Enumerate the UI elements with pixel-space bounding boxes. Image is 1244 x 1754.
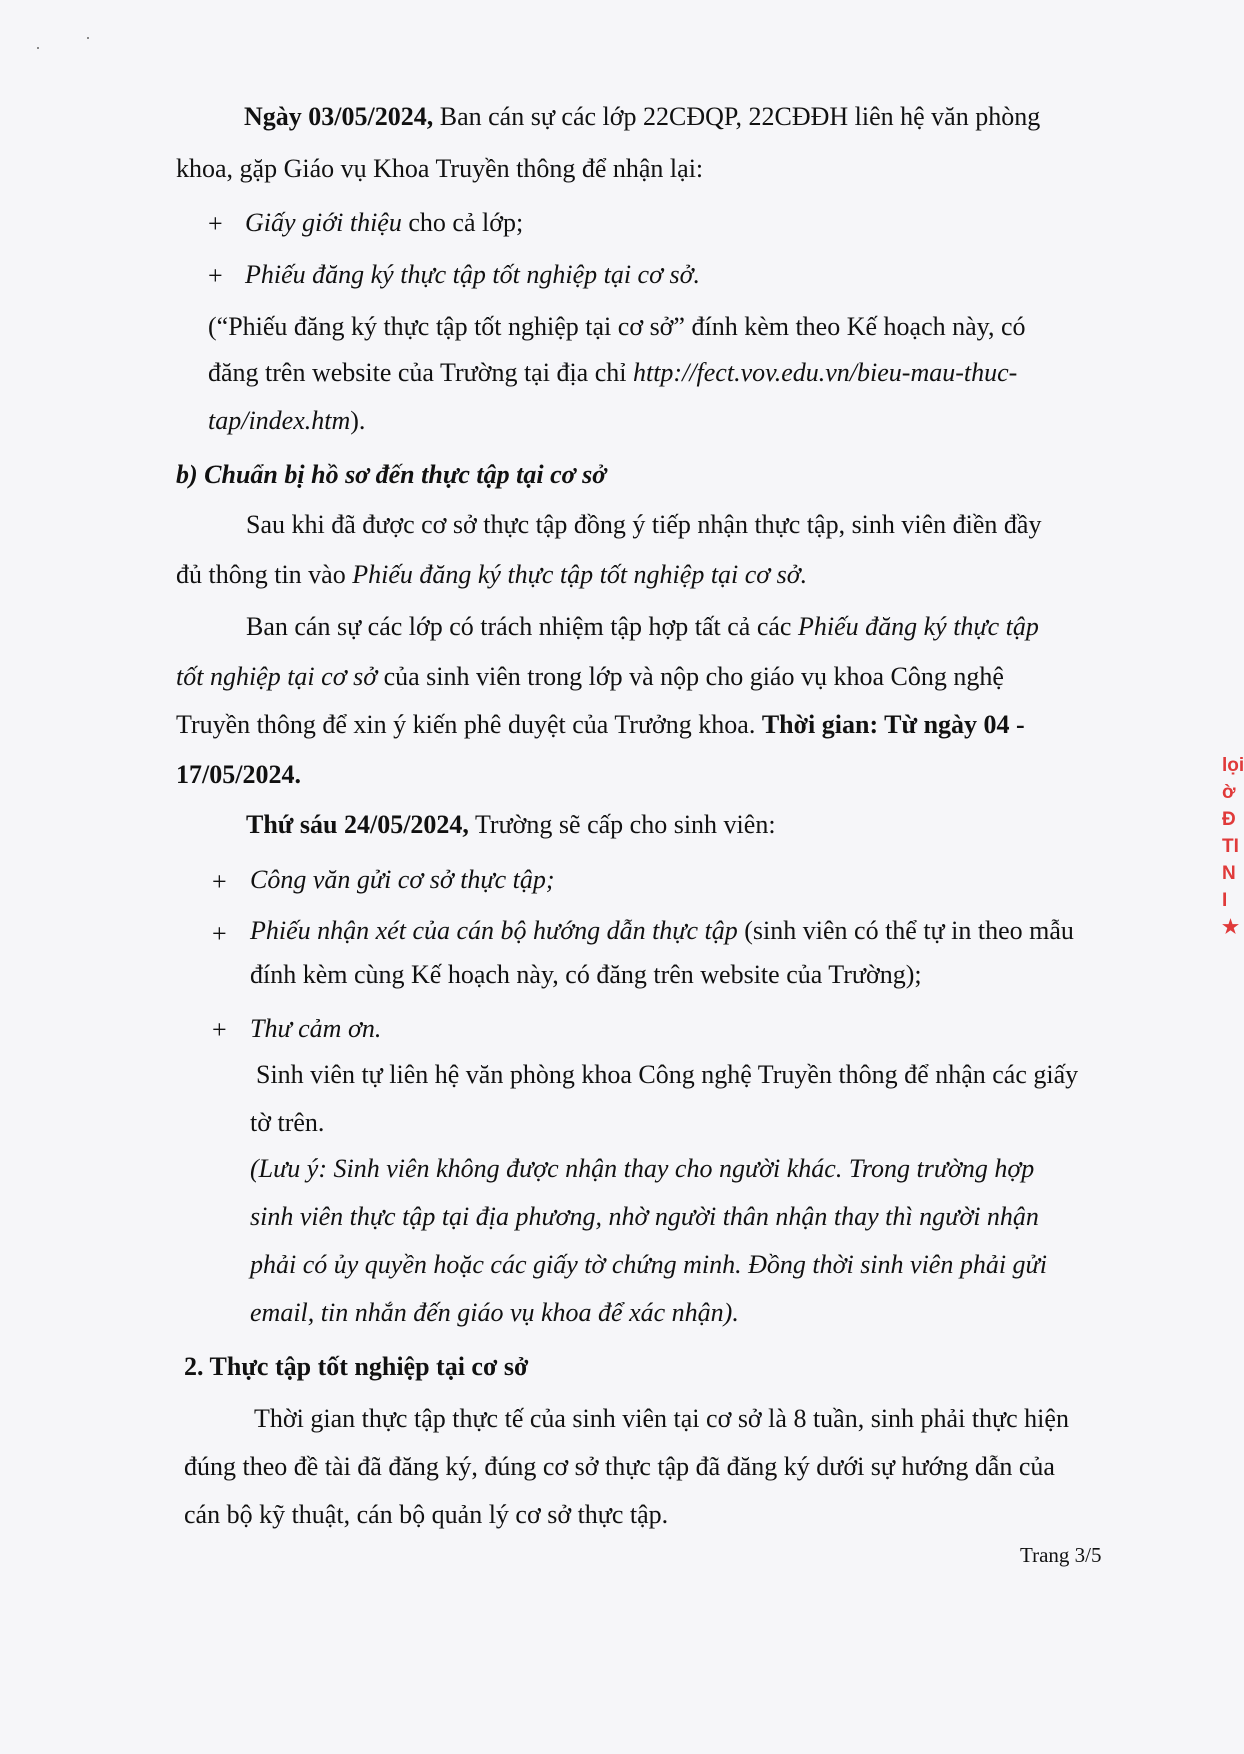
- section-b-p2-line1: Ban cán sự các lớp có trách nhiệm tập hợp tất cả các Phiếu đăng ký thực tập: [246, 612, 1039, 641]
- date-bold: Ngày 03/05/2024,: [244, 102, 434, 131]
- bullet-marker: +: [212, 867, 227, 896]
- scan-speck: [87, 37, 89, 39]
- stamp-text: lọi: [1222, 755, 1244, 776]
- note1-line1: (“Phiếu đăng ký thực tập tốt nghiệp tại cơ sở” đính kèm theo Kế hoạch này, có: [208, 312, 1026, 341]
- section-b-p1-line2: đủ thông tin vào Phiếu đăng ký thực tập tốt nghiệp tại cơ sở.: [176, 560, 808, 589]
- list2-item: Công văn gửi cơ sở thực tập;: [250, 865, 555, 894]
- section-b-p1-line1: Sau khi đã được cơ sở thực tập đồng ý tiếp nhận thực tập, sinh viên điền đầy: [246, 510, 1042, 539]
- stamp-text: I: [1222, 890, 1228, 911]
- bullet-marker: +: [208, 209, 223, 238]
- scan-speck: [37, 47, 39, 49]
- bullet-marker: +: [208, 261, 223, 290]
- section2-line1: Thời gian thực tập thực tế của sinh viên tại cơ sở là 8 tuần, sinh phải thực hiện: [254, 1404, 1069, 1433]
- stamp-text: N: [1222, 863, 1236, 884]
- list2-item-cont: đính kèm cùng Kế hoạch này, có đăng trên website của Trường);: [250, 960, 922, 989]
- note1-line3: tap/index.htm).: [208, 406, 366, 435]
- para1-line1: Ngày 03/05/2024, Ban cán sự các lớp 22CĐQP, 22CĐĐH liên hệ văn phòng: [244, 102, 1041, 131]
- url-link[interactable]: tap/index.htm: [208, 406, 351, 435]
- pickup-line2: tờ trên.: [250, 1108, 325, 1137]
- section-b-p2-line4: 17/05/2024.: [176, 760, 301, 789]
- section-b-p2-line2: tốt nghiệp tại cơ sở của sinh viên trong lớp và nộp cho giáo vụ khoa Công nghệ: [176, 662, 1004, 691]
- friday-line: Thứ sáu 24/05/2024, Trường sẽ cấp cho sinh viên:: [246, 810, 776, 839]
- stamp-text: Đ: [1222, 809, 1236, 830]
- section-b-heading: b) Chuẩn bị hồ sơ đến thực tập tại cơ sở: [176, 460, 607, 489]
- red-stamp-edge: [1222, 752, 1242, 941]
- section2-line2: đúng theo đề tài đã đăng ký, đúng cơ sở thực tập đã đăng ký dưới sự hướng dẫn của: [184, 1452, 1055, 1481]
- section2-heading: 2. Thực tập tốt nghiệp tại cơ sở: [184, 1352, 529, 1381]
- note2-line: phải có ủy quyền hoặc các giấy tờ chứng minh. Đồng thời sinh viên phải gửi: [250, 1250, 1047, 1279]
- list2-item: Thư cảm ơn.: [250, 1014, 382, 1043]
- bullet-marker: +: [212, 1015, 227, 1044]
- para1-line2: khoa, gặp Giáo vụ Khoa Truyền thông để nhận lại:: [176, 154, 704, 183]
- list2-item: Phiếu nhận xét của cán bộ hướng dẫn thực tập (sinh viên có thể tự in theo mẫu: [250, 916, 1074, 945]
- section-b-p2-line3: Truyền thông để xin ý kiến phê duyệt của Trưởng khoa. Thời gian: Từ ngày 04 -: [176, 710, 1025, 739]
- bullet-marker: +: [212, 919, 227, 948]
- note2-line: sinh viên thực tập tại địa phương, nhờ người thân nhận thay thì người nhận: [250, 1202, 1039, 1231]
- pickup-line1: Sinh viên tự liên hệ văn phòng khoa Công nghệ Truyền thông để nhận các giấy: [256, 1060, 1079, 1089]
- note2-line: (Lưu ý: Sinh viên không được nhận thay cho người khác. Trong trường hợp: [250, 1154, 1035, 1183]
- note2-line: email, tin nhắn đến giáo vụ khoa để xác nhận).: [250, 1298, 739, 1327]
- list1-item: Giấy giới thiệu cho cả lớp;: [245, 208, 524, 237]
- page-number: Trang 3/5: [1020, 1543, 1102, 1567]
- stamp-text: TI: [1222, 836, 1239, 857]
- section2-line3: cán bộ kỹ thuật, cán bộ quản lý cơ sở thực tập.: [184, 1500, 669, 1529]
- url-link[interactable]: http://fect.vov.edu.vn/bieu-mau-thuc-: [632, 358, 1018, 387]
- list1-item: Phiếu đăng ký thực tập tốt nghiệp tại cơ sở.: [245, 260, 700, 289]
- stamp-text: ờ: [1222, 782, 1236, 803]
- stamp-star-icon: ★: [1222, 917, 1240, 938]
- note1-line2: đăng trên website của Trường tại địa chỉ http://fect.vov.edu.vn/bieu-mau-thuc-: [208, 358, 1018, 387]
